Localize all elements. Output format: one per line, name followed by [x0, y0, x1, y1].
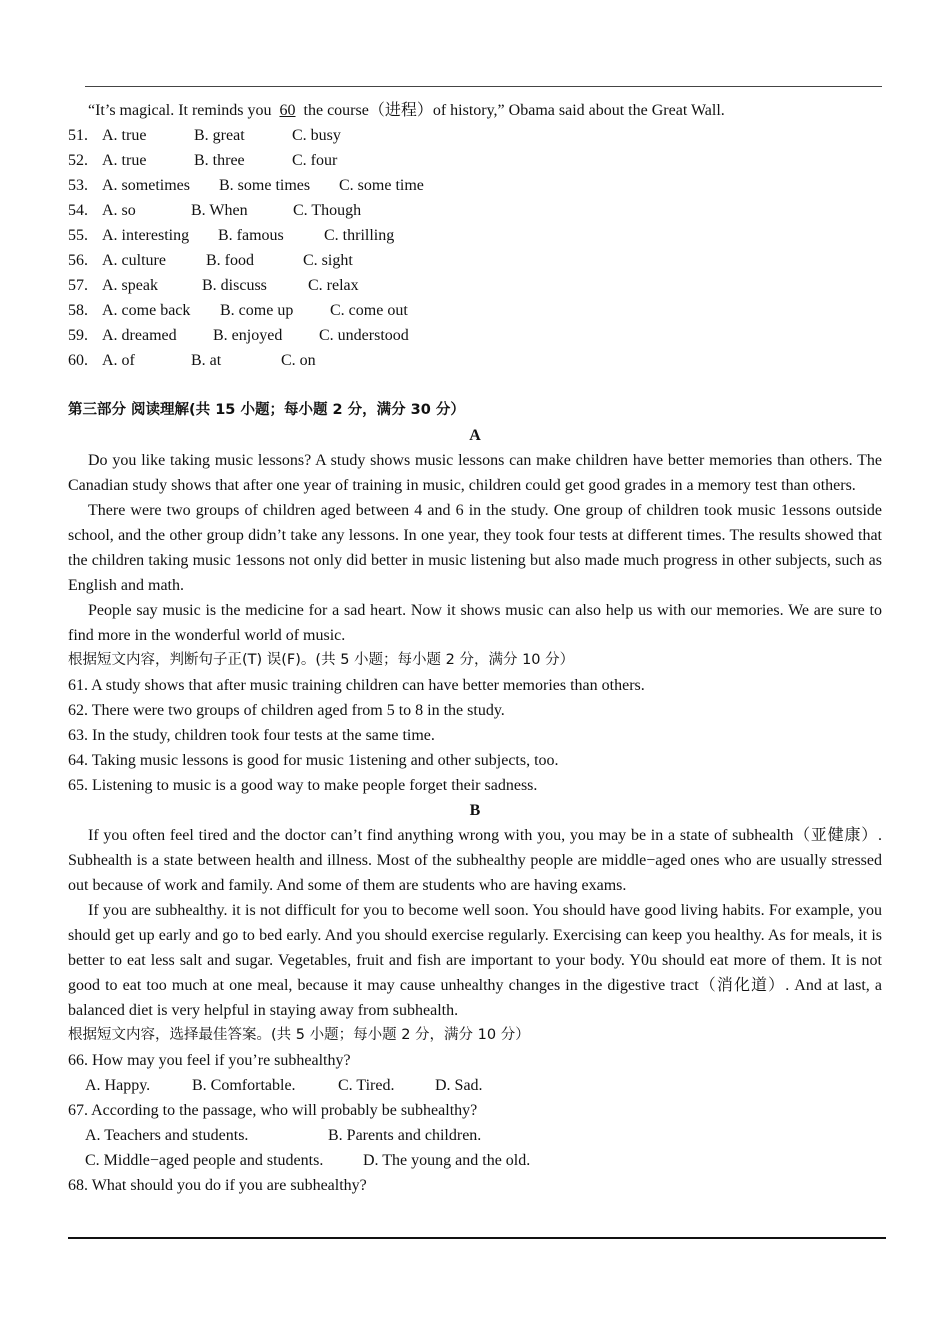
option-c: C. busy [292, 127, 341, 144]
cloze-intro-sentence [68, 98, 882, 123]
option-c: C. sight [303, 252, 353, 269]
tf-question: 63. In the study, children took four tests at the same time. [68, 727, 435, 744]
passage-b-paragraph: If you often feel tired and the doctor can’t find anything wrong with you, you may be in a state of subhealth（亚健康）. Subhealth is a state between health and illness. Most of the subhealthy people are middle−aged ones who are usually stressed out because of work and family. And some of them are students who are having exams. [68, 827, 882, 894]
option-b: B. some times [219, 177, 311, 194]
option-b: B. Comfortable. [192, 1077, 296, 1094]
option-a: A. Teachers and students. [85, 1127, 249, 1144]
option-b: B. food [206, 252, 254, 269]
option-d: D. The young and the old. [363, 1152, 531, 1169]
option-b: B. Parents and children. [328, 1127, 482, 1144]
option-a: A. interesting [102, 227, 190, 244]
tf-question: 64. Taking music lessons is good for music 1istening and other subjects, too. [68, 752, 559, 769]
option-b: B. famous [218, 227, 284, 244]
option-c: C. some time [339, 177, 424, 194]
cloze-row [68, 248, 882, 273]
option-a: A. dreamed [102, 327, 177, 344]
cloze-row [68, 323, 882, 348]
option-a: A. Happy. [85, 1077, 151, 1094]
mc-options-67-row2 [68, 1148, 882, 1173]
option-a: A. culture [102, 252, 166, 269]
q-num: 59. [68, 327, 88, 344]
option-c: C. Middle−aged people and students. [85, 1152, 324, 1169]
mc-question-68: 68. What should you do if you are subhealthy? [68, 1177, 367, 1194]
option-b: B. enjoyed [213, 327, 283, 344]
intro-text-rest: the course（进程）of history,” Obama said about the Great Wall. [303, 102, 725, 119]
passage-a-paragraph: People say music is the medicine for a sad heart. Now it shows music can also help us with our memories. We are sure to find more in the wonderful world of music. [68, 602, 882, 644]
option-b: B. three [194, 152, 245, 169]
option-b: B. come up [220, 302, 294, 319]
tf-question: 65. Listening to music is a good way to make people forget their sadness. [68, 777, 538, 794]
option-c: C. four [292, 152, 338, 169]
option-c: C. thrilling [324, 227, 395, 244]
passage-a-paragraph: There were two groups of children aged between 4 and 6 in the study. One group of children took music 1essons outside school, and the other group didn’t take any lessons. In one year, they took four tests at different times. The results showed that the children taking music 1essons not only did better in music listening but also made much progress in other subjects, such as English and math. [68, 502, 882, 594]
option-a: A. of [102, 352, 135, 369]
q-num: 60. [68, 352, 88, 369]
mc-question-66: 66. How may you feel if you’re subhealthy? [68, 1052, 351, 1069]
option-d: D. Sad. [435, 1077, 483, 1094]
cloze-row [68, 123, 882, 148]
q-num: 55. [68, 227, 88, 244]
cloze-row [68, 298, 882, 323]
tf-question: 62. There were two groups of children aged from 5 to 8 in the study. [68, 702, 505, 719]
cloze-options-list [68, 123, 882, 373]
mc-options-66 [68, 1073, 882, 1098]
part3-title: 第三部分 阅读理解(共 15 小题；每小题 2 分，满分 30 分） [68, 402, 465, 418]
footer-rule [68, 1237, 886, 1239]
passage-a-label: A [469, 427, 481, 444]
tf-question: 61. A study shows that after music training children can have better memories than others. [68, 677, 645, 694]
passage-a-paragraph: Do you like taking music lessons? A study shows music lessons can make children have better memories than others. The Canadian study shows that after one year of training in music, children could get good grades in a memory test than others. [68, 452, 882, 494]
option-b: B. discuss [202, 277, 267, 294]
option-a: A. come back [102, 302, 191, 319]
passage-b-label: B [469, 802, 481, 819]
q-num: 58. [68, 302, 88, 319]
option-a: A. sometimes [102, 177, 190, 194]
passage-a-instruction: 根据短文内容，判断句子正(T) 误(F)。(共 5 小题；每小题 2 分，满分 10 分） [68, 652, 575, 668]
option-b: B. When [191, 202, 248, 219]
q-num: 54. [68, 202, 88, 219]
exam-page [68, 98, 882, 1198]
q-num: 52. [68, 152, 88, 169]
option-a: A. true [102, 152, 147, 169]
q-num: 51. [68, 127, 88, 144]
cloze-row [68, 223, 882, 248]
option-c: C. relax [308, 277, 359, 294]
q-num: 53. [68, 177, 88, 194]
option-c: C. Though [293, 202, 362, 219]
cloze-row [68, 348, 882, 373]
option-a: A. true [102, 127, 147, 144]
option-c: C. Tired. [338, 1077, 395, 1094]
cloze-row [68, 148, 882, 173]
passage-b-instruction: 根据短文内容，选择最佳答案。(共 5 小题；每小题 2 分，满分 10 分） [68, 1027, 530, 1043]
option-b: B. great [194, 127, 245, 144]
cloze-row [68, 173, 882, 198]
cloze-row [68, 198, 882, 223]
mc-question-67: 67. According to the passage, who will probably be subhealthy? [68, 1102, 478, 1119]
mc-options-67-row1 [68, 1123, 882, 1148]
intro-text: “It’s magical. It reminds you [88, 102, 272, 119]
option-a: A. so [102, 202, 136, 219]
option-b: B. at [191, 352, 222, 369]
option-a: A. speak [102, 277, 158, 294]
option-c: C. on [281, 352, 316, 369]
q-num: 56. [68, 252, 88, 269]
option-c: C. come out [330, 302, 408, 319]
blank-60: 60 [279, 102, 296, 119]
passage-b-paragraph: If you are subhealthy. it is not difficult for you to become well soon. You should have good living habits. For example, you should get up early and go to bed early. And you should exercise regularly. Exercising can keep you healthy. As for meals, it is better to eat less salt and sugar. Vegetables, fruit and fish are important to your body. Y0u should eat more of them. It is not good to eat too much at one meal, because it may cause unhealthy changes in the digestive tract（消化道）. And at last, a balanced diet is very helpful in staying away from subhealth. [68, 902, 882, 1019]
option-c: C. understood [319, 327, 409, 344]
header-rule [85, 86, 882, 87]
cloze-row [68, 273, 882, 298]
q-num: 57. [68, 277, 88, 294]
